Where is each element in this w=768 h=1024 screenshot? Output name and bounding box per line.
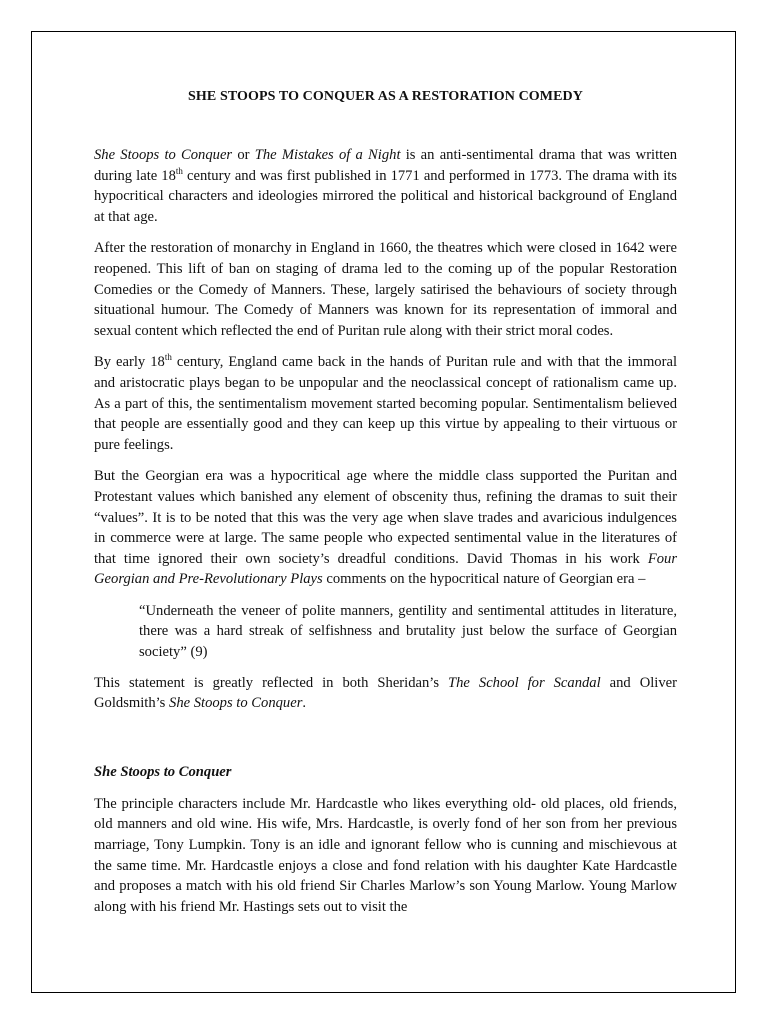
text-run: is an anti-sentimental drama that was written during late 18: [94, 147, 677, 184]
text-run: .: [302, 695, 307, 712]
text-run: But the Georgian era was a hypocritical age where the middle class supported the Puritan and Protestant values which banished any element of obscenity thus, refining the dramas to suit their “values”. It is to be noted that this was the very age when slave trades and avaricious indulgences in commerce were at large. The same people who expected sentimental value in the literatures of that time ignored their own society’s dreadful conditions. David Thomas in his work: [94, 468, 677, 567]
text-run: By early 18: [94, 354, 165, 371]
document-title: SHE STOOPS TO CONQUER AS A RESTORATION COMEDY: [188, 89, 583, 104]
play-title: She Stoops to Conquer: [94, 147, 233, 163]
paragraph-characters: The principle characters include Mr. Hardcastle who likes everything old- old places, old friends, old manners and old wine. His wife, Mrs. Hardcastle, is overly fond of her son from her previous marriage, Tony Lumpkin. Tony is an idle and ignorant fellow who is cunning and mischievous at the same time. Mr. Hardcastle enjoys a close and fond relation with his daughter Kate Hardcastle and proposes a match with his old friend Sir Charles Marlow’s son Young Marlow. Young Marlow along with his friend Mr. Hastings sets out to visit the: [94, 795, 677, 915]
text-run: century, England came back in the hands of Puritan rule and with that the immoral and aristocratic plays began to be unpopular and the neoclassical concept of rationalism came up. As a part of this, the sentimentalism movement started becoming popular. Sentimentalism believed that people are essentially good and they can keep up this virtue by appealing to their virtuous or pure feelings.: [94, 354, 678, 453]
paragraph-puritan: [94, 352, 677, 455]
text-run: and Oliver Goldsmith’s: [94, 674, 677, 712]
alt-title: The Mistakes of a Night: [254, 147, 401, 163]
text-run: or: [232, 147, 255, 163]
book-title: Four Georgian and Pre-Revolutionary Plays: [94, 550, 677, 588]
text-run: comments on the hypocritical nature of Georgian era –: [322, 571, 646, 588]
play-title: The School for Scandal: [448, 674, 601, 691]
block-quote: “Underneath the veneer of polite manners, gentility and sentimental attitudes in literature, there was a hard streak of selfishness and brutality just below the surface of Georgian society” (9): [139, 602, 677, 661]
superscript: th: [175, 165, 183, 176]
section-heading: She Stoops to Conquer: [94, 763, 232, 780]
document-body: [94, 88, 677, 928]
paragraph-georgian: [94, 466, 677, 590]
paragraph-restoration: After the restoration of monarchy in England in 1660, the theatres which were closed in 1642 were reopened. This lift of ban on staging of drama led to the coming up of the popular Restoration Comedies or the Comedy of Manners. These, largely satirised the behaviours of society through situational humour. The Comedy of Manners was known for its representation of immoral and sexual content which reflected the end of Puritan rule along with their strict moral codes.: [94, 240, 677, 339]
superscript: th: [164, 352, 172, 363]
paragraph-statement: [94, 673, 677, 714]
paragraph-intro: [94, 145, 677, 227]
text-run: This statement is greatly reflected in both Sheridan’s: [94, 674, 449, 691]
play-title: She Stoops to Conquer: [169, 695, 303, 712]
text-run: century and was first published in 1771 and performed in 1773. The drama with its hypocritical characters and ideologies mirrored the political and historical background of England at that age.: [94, 167, 677, 225]
document-page: [31, 31, 736, 993]
